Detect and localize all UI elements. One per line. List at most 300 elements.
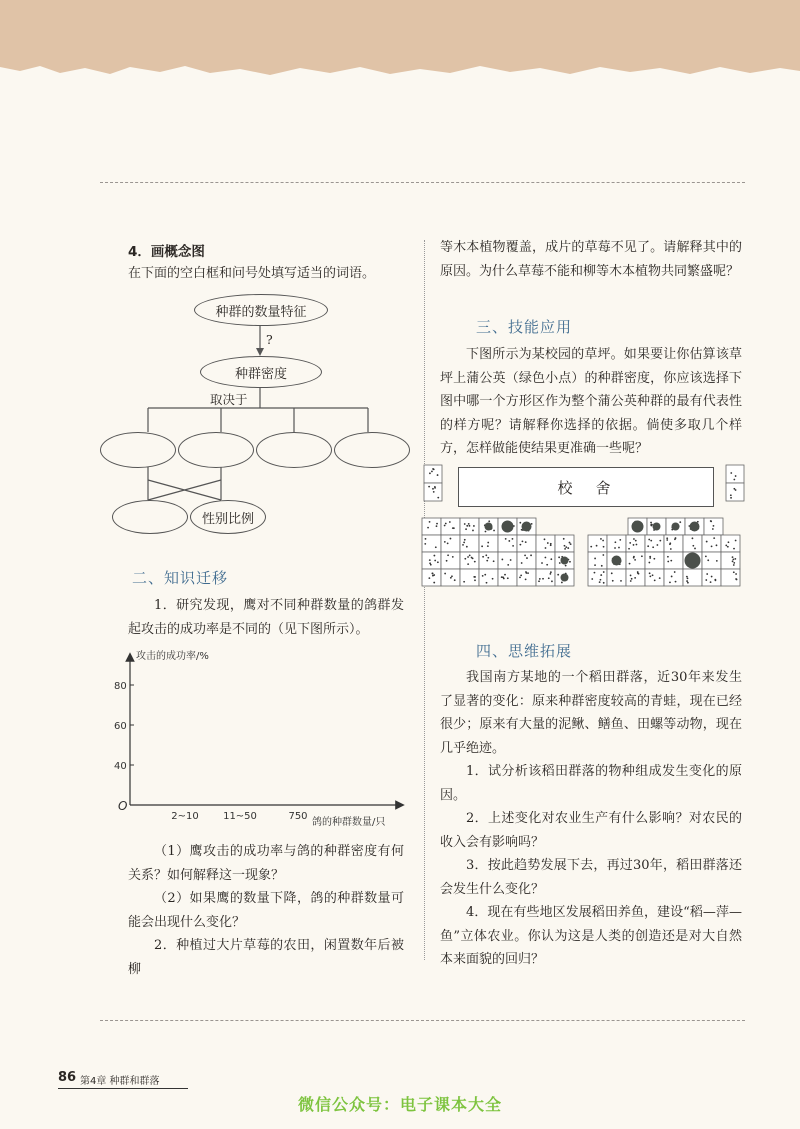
concept-node-sex-ratio: 性别比例 — [190, 500, 266, 534]
dandelion-dot — [473, 576, 475, 578]
sample-square — [536, 569, 555, 586]
dandelion-dot — [462, 544, 464, 546]
dandelion-dot — [733, 479, 735, 481]
dandelion-dot — [463, 542, 465, 544]
dandelion-dot — [735, 489, 737, 491]
dandelion-dot — [427, 527, 429, 529]
dandelion-dot — [713, 525, 715, 527]
sample-square — [460, 535, 479, 552]
sample-square — [721, 552, 740, 569]
y-tick-label: 40 — [114, 761, 127, 772]
dandelion-dot — [648, 539, 650, 541]
dandelion-dot — [444, 525, 446, 527]
question-1: （1）鹰攻击的成功率与鸽的种群密度有何关系？如何解释这一现象？ — [128, 844, 404, 883]
dandelion-dot — [545, 547, 547, 549]
dandelion-dot — [519, 544, 521, 546]
sample-square — [588, 535, 607, 552]
shrub — [561, 557, 569, 565]
section-2-title: 二、知识迁移 — [132, 569, 229, 587]
dandelion-dot — [692, 537, 694, 539]
dandelion-dot — [484, 574, 486, 576]
dandelion-dot — [728, 541, 730, 543]
dandelion-dot — [706, 573, 708, 575]
dandelion-dot — [557, 574, 559, 576]
dandelion-dot — [431, 471, 433, 473]
dandelion-dot — [652, 546, 654, 548]
top-rule — [100, 182, 745, 183]
dandelion-dot — [603, 546, 605, 548]
y-tick-label: 60 — [114, 721, 127, 732]
dandelion-dot — [602, 540, 604, 542]
dandelion-dot — [482, 575, 484, 577]
dandelion-dot — [649, 575, 651, 577]
sample-square — [536, 535, 555, 552]
dandelion-dot — [530, 554, 532, 556]
dandelion-dot — [520, 574, 522, 576]
sample-square — [726, 483, 744, 501]
dandelion-dot — [675, 581, 677, 583]
dandelion-dot — [670, 560, 672, 562]
sample-square — [645, 535, 664, 552]
dandelion-dot — [629, 542, 631, 544]
dandelion-dot — [600, 579, 602, 581]
sample-square — [607, 569, 626, 586]
dandelion-dot — [544, 538, 546, 540]
dandelion-dot — [519, 522, 521, 524]
dandelion-dot — [431, 572, 433, 574]
section-4-q2: 2．上述变化对农业生产有什么影响？对农民的收入会有影响吗？ — [440, 811, 742, 850]
column-separator — [424, 240, 425, 960]
dandelion-dot — [602, 554, 604, 556]
sample-square — [441, 518, 460, 535]
dandelion-dot — [716, 544, 718, 546]
y-tick-label: 80 — [114, 681, 127, 692]
shrub — [561, 574, 569, 582]
q4-title: 4．画概念图 — [128, 244, 205, 260]
page-top-band — [0, 0, 800, 80]
dandelion-dot — [730, 497, 732, 499]
dandelion-dot — [732, 556, 734, 558]
shrub — [485, 523, 493, 531]
sample-square — [422, 518, 441, 535]
dandelion-dot — [669, 581, 671, 583]
dandelion-dot — [451, 575, 453, 577]
sample-square — [664, 552, 683, 569]
dandelion-dot — [474, 561, 476, 563]
dandelion-dot — [507, 564, 509, 566]
y-axis-label: 攻击的成功率/% — [136, 651, 209, 662]
concept-question-mark: ? — [266, 332, 273, 347]
sample-square — [424, 465, 442, 483]
dandelion-dot — [732, 558, 734, 560]
q4-text: 在下面的空白框和问号处填写适当的词语。 — [128, 266, 376, 281]
dandelion-dot — [492, 578, 494, 580]
school-building: 校 舍 — [458, 467, 714, 507]
dandelion-dot — [486, 560, 488, 562]
dandelion-dot — [650, 540, 652, 542]
shrub — [502, 521, 514, 533]
section-4-intro: 我国南方某地的一个稻田群落，近30年来发生了显著的变化：原来种群密度较高的青蛙，现在已经很少；原来有大量的泥鳅、鳝鱼、田螺等动物，现在几乎绝迹。 — [440, 670, 742, 756]
dandelion-dot — [472, 530, 474, 532]
dandelion-dot — [466, 546, 468, 548]
dandelion-dot — [501, 559, 503, 561]
dandelion-dot — [485, 554, 487, 556]
dandelion-dot — [512, 538, 514, 540]
dandelion-dot — [733, 564, 735, 566]
dandelion-dot — [659, 540, 661, 542]
dandelion-dot — [634, 577, 636, 579]
dandelion-dot — [666, 537, 668, 539]
sample-square — [460, 569, 479, 586]
x-axis-label: 鸽的种群数量/只 — [312, 817, 386, 828]
dandelion-dot — [434, 487, 436, 489]
dandelion-dot — [551, 580, 553, 582]
dandelion-dot — [614, 541, 616, 543]
dandelion-dot — [710, 520, 712, 522]
dandelion-dot — [429, 472, 431, 474]
sample-square — [498, 535, 517, 552]
shrub — [672, 523, 680, 531]
dandelion-dot — [614, 547, 616, 549]
dandelion-dot — [635, 540, 637, 542]
dandelion-dot — [706, 541, 708, 543]
dandelion-dot — [564, 545, 566, 547]
dandelion-dot — [504, 574, 506, 576]
section-4-q1: 1．试分析该稻田群落的物种组成发生变化的原因。 — [440, 764, 742, 803]
dandelion-dot — [486, 582, 488, 584]
dandelion-dot — [485, 531, 487, 533]
dandelion-dot — [591, 578, 593, 580]
dandelion-dot — [519, 576, 521, 578]
dandelion-dot — [473, 525, 475, 527]
dandelion-dot — [694, 548, 696, 550]
dandelion-dot — [692, 545, 694, 547]
dandelion-dot — [510, 559, 512, 561]
concept-blank-1 — [100, 432, 176, 468]
section-4-body — [440, 666, 742, 972]
wechat-watermark: 微信公众号：电子课本大全 — [297, 1095, 502, 1114]
dandelion-dot — [628, 548, 630, 550]
dandelion-dot — [548, 577, 550, 579]
dandelion-dot — [565, 565, 567, 567]
concept-node-top: 种群的数量特征 — [194, 294, 328, 326]
dandelion-dot — [631, 578, 633, 580]
dandelion-dot — [449, 521, 451, 523]
dandelion-dot — [634, 559, 636, 561]
dandelion-dot — [594, 564, 596, 566]
dandelion-dot — [447, 554, 449, 556]
dandelion-dot — [667, 561, 669, 563]
dandelion-dot — [653, 558, 655, 560]
x-category-label: 11~50 — [223, 811, 257, 822]
dandelion-dot — [629, 563, 631, 565]
dandelion-dot — [464, 523, 466, 525]
dandelion-dot — [567, 547, 569, 549]
section-4-title: 四、思维拓展 — [476, 642, 573, 660]
shrub — [653, 523, 661, 531]
dandelion-dot — [714, 579, 716, 581]
sample-square — [721, 535, 740, 552]
dandelion-dot — [565, 546, 567, 548]
dandelion-dot — [525, 578, 527, 580]
dandelion-dot — [454, 579, 456, 581]
dandelion-dot — [603, 571, 605, 573]
dandelion-dot — [705, 555, 707, 557]
dandelion-dot — [716, 560, 718, 562]
dandelion-dot — [561, 582, 563, 584]
section-3-title: 三、技能应用 — [476, 318, 573, 336]
dandelion-dot — [601, 565, 603, 567]
shrub — [522, 522, 532, 532]
sample-square — [645, 569, 664, 586]
dandelion-dot — [508, 540, 510, 542]
dandelion-dot — [539, 578, 541, 580]
dandelion-dot — [599, 581, 601, 583]
dandelion-dot — [526, 557, 528, 559]
dandelion-dot — [464, 558, 466, 560]
dandelion-dot — [711, 576, 713, 578]
sample-square — [645, 552, 664, 569]
dandelion-dot — [437, 474, 439, 476]
dandelion-dot — [487, 545, 489, 547]
dandelion-dot — [630, 580, 632, 582]
dandelion-dot — [647, 545, 649, 547]
sample-square — [479, 535, 498, 552]
dandelion-dot — [505, 538, 507, 540]
dandelion-dot — [656, 544, 658, 546]
dandelion-dot — [612, 580, 614, 582]
dandelion-dot — [522, 540, 524, 542]
dandelion-dot — [600, 574, 602, 576]
sample-square — [441, 552, 460, 569]
sample-square — [479, 552, 498, 569]
dandelion-dot — [550, 544, 552, 546]
concept-node-middle: 种群密度 — [200, 356, 322, 388]
dandelion-dot — [630, 575, 632, 577]
concept-blank-3 — [256, 432, 332, 468]
dandelion-dot — [465, 528, 467, 530]
dandelion-dot — [433, 491, 435, 493]
dandelion-dot — [730, 494, 732, 496]
dandelion-dot — [594, 558, 596, 560]
dandelion-dot — [734, 558, 736, 560]
dandelion-dot — [434, 560, 436, 562]
footer-underline — [58, 1088, 188, 1089]
dandelion-dot — [493, 560, 495, 562]
concept-blank-2 — [178, 432, 254, 468]
dandelion-dot — [638, 573, 640, 575]
dandelion-dot — [469, 554, 471, 556]
dandelion-dot — [707, 559, 709, 561]
dandelion-dot — [447, 542, 449, 544]
dandelion-dot — [735, 573, 737, 575]
shrub — [632, 521, 644, 533]
bottom-rule — [100, 1020, 745, 1021]
sample-square — [607, 535, 626, 552]
dandelion-dot — [487, 557, 489, 559]
dandelion-dot — [733, 548, 735, 550]
shrub — [685, 553, 701, 569]
shrub — [612, 556, 622, 566]
dandelion-dot — [686, 580, 688, 582]
dandelion-dot — [649, 557, 651, 559]
dandelion-dot — [636, 544, 638, 546]
dandelion-dot — [596, 545, 598, 547]
dandelion-dot — [482, 556, 484, 558]
dandelion-dot — [674, 571, 676, 573]
dandelion-dot — [429, 559, 431, 561]
dandelion-dot — [564, 548, 566, 550]
dandelion-dot — [488, 520, 490, 522]
dandelion-dot — [428, 486, 430, 488]
torn-edge — [0, 61, 800, 81]
dandelion-dot — [538, 580, 540, 582]
lawn-figure — [420, 463, 750, 598]
dandelion-dot — [437, 497, 439, 499]
dandelion-dot — [445, 523, 447, 525]
dandelion-dot — [569, 542, 571, 544]
dandelion-dot — [725, 545, 727, 547]
dandelion-dot — [666, 539, 668, 541]
dandelion-dot — [432, 575, 434, 577]
dandelion-dot — [436, 525, 438, 527]
dandelion-dot — [464, 539, 466, 541]
dandelion-dot — [674, 538, 676, 540]
dandelion-dot — [433, 555, 435, 557]
sample-square — [702, 552, 721, 569]
right-continued-text: 等木本植物覆盖，成片的草莓不见了。请解释其中的原因。为什么草莓不能和柳等木本植物共同繁盛呢？ — [440, 240, 742, 279]
dandelion-dot — [507, 577, 509, 579]
dandelion-dot — [590, 546, 592, 548]
dandelion-dot — [436, 523, 438, 525]
dandelion-dot — [544, 557, 546, 559]
sample-square — [517, 535, 536, 552]
dandelion-dot — [670, 548, 672, 550]
dandelion-dot — [730, 472, 732, 474]
sample-square — [479, 569, 498, 586]
sample-square — [588, 552, 607, 569]
dandelion-dot — [428, 577, 430, 579]
dandelion-dot — [732, 560, 734, 562]
dandelion-dot — [652, 574, 654, 576]
section-2-para-2: 2．种植过大片草莓的农田，闲置数年后被柳 — [128, 938, 404, 977]
dandelion-dot — [525, 541, 527, 543]
dandelion-dot — [547, 542, 549, 544]
question-2: （2）如果鹰的数量下降，鸽的种群数量可能会出现什么变化？ — [128, 891, 404, 930]
section-2-para-1: 1．研究发现，鹰对不同种群数量的鸽群发起攻击的成功率是不同的（见下图所示）。 — [128, 598, 404, 637]
dandelion-dot — [620, 580, 622, 582]
dandelion-dot — [735, 540, 737, 542]
dandelion-dot — [633, 538, 635, 540]
dandelion-dot — [446, 560, 448, 562]
dandelion-dot — [633, 544, 635, 546]
dandelion-dot — [527, 572, 529, 574]
sample-square — [498, 552, 517, 569]
section-4-q3: 3．按此趋势发展下去，再过30年，稻田群落还会发生什么变化？ — [440, 858, 742, 897]
dandelion-dot — [603, 582, 605, 584]
x-category-label: 750 — [288, 811, 308, 822]
dandelion-dot — [733, 562, 735, 564]
dandelion-dot — [687, 582, 689, 584]
dandelion-dot — [659, 577, 661, 579]
dandelion-dot — [711, 545, 713, 547]
lawn-grid — [420, 463, 750, 598]
chapter-label: 第4章 种群和群落 — [80, 1076, 160, 1087]
dandelion-dot — [600, 538, 602, 540]
dandelion-dot — [450, 577, 452, 579]
dandelion-dot — [541, 562, 543, 564]
dandelion-dot — [671, 576, 673, 578]
dandelion-dot — [641, 555, 643, 557]
dandelion-dot — [524, 554, 526, 556]
dandelion-dot — [619, 539, 621, 541]
dandelion-dot — [452, 556, 454, 558]
sample-square — [422, 569, 441, 586]
dandelion-dot — [521, 562, 523, 564]
dandelion-dot — [710, 581, 712, 583]
dandelion-dot — [450, 538, 452, 540]
dandelion-dot — [463, 581, 465, 583]
sample-square — [422, 552, 441, 569]
dandelion-dot — [679, 521, 681, 523]
dandelion-dot — [424, 543, 426, 545]
dandelion-dot — [550, 571, 552, 573]
dandelion-dot — [468, 523, 470, 525]
dandelion-dot — [472, 557, 474, 559]
dandelion-dot — [686, 576, 688, 578]
dandelion-dot — [648, 562, 650, 564]
dandelion-dot — [512, 545, 514, 547]
dandelion-dot — [618, 547, 620, 549]
dandelion-dot — [649, 572, 651, 574]
dandelion-dot — [712, 528, 714, 530]
dandelion-dot — [713, 537, 715, 539]
dandelion-dot — [432, 488, 434, 490]
sample-square — [683, 569, 702, 586]
sample-square — [441, 535, 460, 552]
dandelion-dot — [563, 538, 565, 540]
concept-blank-4 — [334, 432, 410, 468]
dandelion-dot — [487, 542, 489, 544]
dandelion-dot — [637, 571, 639, 573]
dandelion-dot — [667, 556, 669, 558]
dandelion-dot — [558, 556, 560, 558]
dandelion-dot — [669, 542, 671, 544]
dandelion-dot — [569, 561, 571, 563]
dandelion-dot — [611, 572, 613, 574]
dandelion-dot — [546, 564, 548, 566]
dandelion-dot — [542, 578, 544, 580]
dandelion-dot — [432, 468, 434, 470]
dandelion-dot — [570, 543, 572, 545]
dandelion-dot — [650, 525, 652, 527]
section-4-q4: 4．现在有些地区发展稻田养鱼，建设“稻—萍—鱼”立体农业。你认为这是人类的创造还是对大自然本来面貌的回归？ — [440, 905, 742, 967]
dandelion-dot — [467, 556, 469, 558]
dandelion-dot — [425, 538, 427, 540]
dandelion-dot — [559, 562, 561, 564]
dandelion-dot — [633, 557, 635, 559]
dandelion-dot — [435, 546, 437, 548]
dandelion-dot — [452, 527, 454, 529]
dandelion-dot — [493, 530, 495, 532]
dandelion-dot — [705, 579, 707, 581]
dandelion-dot — [549, 573, 551, 575]
sample-square — [726, 465, 744, 483]
dandelion-dot — [466, 525, 468, 527]
page-number: 86 — [58, 1070, 77, 1085]
sample-square — [536, 552, 555, 569]
dandelion-dot — [736, 579, 738, 581]
